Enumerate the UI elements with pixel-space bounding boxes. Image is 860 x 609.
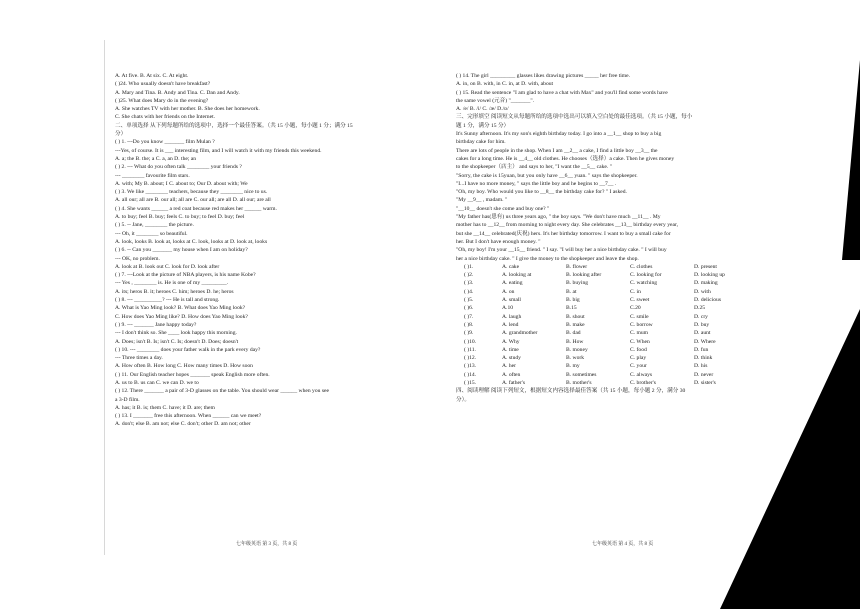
text-line: There are lots of people in the shop. When I am __2__ a cake, I find a little boy __3__ the — [456, 147, 658, 154]
answer-option: D. looking up — [694, 272, 725, 279]
cloze-question-row — [456, 321, 782, 329]
cloze-question-row — [456, 313, 782, 321]
section-heading: 分）。 — [456, 396, 470, 403]
text-line: 三、完形填空 阅读短文从每题所给的选项中选出可以填入空白处的最佳选项。（共 15 小题，每小 — [456, 114, 693, 121]
cloze-question-row — [456, 354, 782, 362]
text-line: the same vowel (元音) "_______". — [456, 97, 535, 104]
text-line: A. How often B. How long C. How many times D. How soon — [115, 363, 253, 370]
question-number: ( )12. — [464, 355, 477, 362]
text-line: ( ) 5. -- Jane, ________ the picture. — [115, 222, 194, 229]
text-line: --- ________ favourite film stars. — [115, 172, 190, 179]
answer-option: B. shout — [566, 313, 585, 320]
text-line: A. its; heros B. it; heroes C. him; heroes D. he; heros — [115, 288, 234, 295]
text-line: --- I don't think so. She ____ look happy this morning. — [115, 330, 237, 337]
answer-option: B. money — [566, 346, 588, 353]
text-line: ( ) 8. --- __________? --- He is tall and strong. — [115, 297, 220, 304]
text-line: A. At five. B. At six. C. At eight. — [115, 73, 189, 79]
cloze-question-row — [456, 271, 782, 279]
text-line: 二、单项选择 从下列每题所给的选项中，选择一个最佳答案。（共 15 小题，每小题 1 分；满分 15 — [115, 122, 353, 129]
text-line: A. look, looks B. look at, looks at C. look, looks at D. look at, looks — [115, 238, 268, 245]
answer-option: A. on — [502, 288, 515, 295]
text-line: A. Mary and Tina. B. Andy and Tina. C. Dan and Andy. — [115, 89, 240, 96]
answer-option: B.15 — [566, 305, 577, 312]
scan-margin — [0, 0, 860, 40]
text-line: ( ) 3. We like ________ teachers, because they ________ nice to us. — [115, 189, 268, 196]
text-line: A. /e/ B. /i/ C. /æ/ D./ɒ/ — [456, 106, 509, 113]
answer-option: C. mum — [630, 330, 649, 337]
text-line: "__10__ doesn't she come and buy one? " — [456, 205, 550, 212]
text-line: cakes for a long time. He is __4__ old clothes. He chooses（选择）a cake. Then he gives money — [456, 155, 675, 162]
answer-option: D. think — [694, 355, 713, 362]
text-line: 分） — [115, 131, 127, 138]
text-line: ( ) 11. Our English teacher hopes _______ speak English more often. — [115, 371, 270, 378]
answer-option: B. How — [566, 338, 584, 345]
cloze-question-row — [456, 296, 782, 304]
cloze-question-row — [456, 329, 782, 337]
right-page — [456, 72, 782, 404]
text-line: A. a; the B. the; a C. a, an D. the; an — [115, 155, 197, 162]
answer-option: C. clothes — [630, 263, 653, 270]
answer-option: A. Why — [502, 338, 520, 345]
question-number: ( )13. — [464, 363, 477, 370]
question-number: ( )1. — [464, 263, 474, 270]
answer-option: A. her — [502, 363, 516, 370]
answer-option: D. present — [694, 263, 717, 270]
answer-option: A. time — [502, 346, 519, 353]
answer-option: B. big — [566, 297, 580, 304]
text-line: A. What is Yao Ming look? B. What does Yao Ming look? — [115, 305, 246, 312]
text-line: ( ) 1. ---Do you know _______ film Mulan ? — [115, 139, 215, 146]
question-number: ( )7. — [464, 313, 474, 320]
text-line: A. don't; else B. am not; else C. don't; other D. am not; other — [115, 421, 251, 428]
answer-option: B. at — [566, 288, 577, 295]
answer-option: C. When — [630, 338, 650, 345]
answer-option: B. make — [566, 321, 585, 328]
text-line: ( ) 12. There _______ a pair of 3-D glasses on the table. You should wear ______ when you see — [115, 388, 329, 395]
cloze-question-row — [456, 346, 782, 354]
question-number: ( )5. — [464, 297, 474, 304]
text-line: --- Yes , ________ is. He is one of my _________. — [115, 280, 229, 287]
cloze-question-row — [456, 338, 782, 346]
text-line: ( ) 4. She wants ______ a red coat because red makes her ______ warm. — [115, 205, 277, 212]
text-line: --- Oh, it ________ so beautiful. — [115, 230, 188, 237]
answer-option: D. fun — [694, 346, 709, 353]
text-line: A. has; it B. is; them C. have; it D. are; them — [115, 404, 215, 411]
answer-option: A. lend — [502, 321, 519, 328]
left-page — [115, 72, 431, 429]
question-number: ( )8. — [464, 321, 474, 328]
question-number: ( )3. — [464, 280, 474, 287]
text-line: A. look at B. look out C. look for D. look after — [115, 263, 220, 270]
text-line: "Sorry, the cake is 15yuan, but you only have __6__ yuan. " says the shopkeeper. — [456, 172, 638, 179]
text-line: birthday cake for him. — [456, 139, 506, 146]
answer-option: B. dad — [566, 330, 581, 337]
section-heading: 四、阅读理解 阅读下列短文，根据短文内容选择最佳答案（共 15 小题，每小题 2 分，满分 30 — [456, 388, 686, 395]
text-line: but she __14__ celebrated(庆祝) hers. It's her birthday tomorrow. I want to buy a small cake for — [456, 230, 671, 237]
text-line: 题 1 分，满分 15 分） — [456, 122, 510, 129]
answer-option: B. my — [566, 363, 580, 370]
answer-option: A. cake — [502, 263, 520, 270]
answer-option: B. mother's — [566, 379, 592, 386]
text-line: A. all our; all are B. our all; all are C. our all; are all D. all our; are all — [115, 197, 271, 204]
text-line: A. in, on B. with, in C. in, at D. with, about — [456, 81, 554, 88]
text-line: --- Three times a day. — [115, 355, 163, 362]
text-line: A. us to B. us can C. we can D. we to — [115, 379, 199, 386]
question-number: ( )14. — [464, 371, 477, 378]
answer-option: C.20 — [630, 305, 641, 312]
text-line: ( ) 14. The girl _________ glasses likes drawing pictures _____ her free time. — [456, 73, 631, 79]
answer-option: C. watching — [630, 280, 658, 287]
cloze-question-row — [456, 288, 782, 296]
answer-option: C. play — [630, 355, 647, 362]
text-line: ---Yes, of course. It is ___ interesting film, and I will watch it with my friends this weekend. — [115, 147, 322, 154]
text-line: ( ) 9. --- _______ Jane happy today? — [115, 321, 197, 328]
answer-option: A. grandmother — [502, 330, 538, 337]
answer-option: D. cry — [694, 313, 708, 320]
answer-option: D. aunt — [694, 330, 711, 337]
answer-option: A. father's — [502, 379, 526, 386]
text-line: mother has to __12__ from morning to night every day. She celebrates __13__ birthday every year, — [456, 222, 679, 229]
text-line: C. How does Yao Ming like? D. How does Yao Ming look? — [115, 313, 248, 320]
answer-option: B. sometimes — [566, 371, 597, 378]
answer-option: A. looking at — [502, 272, 532, 279]
scan-shadow-right — [842, 60, 860, 260]
answer-option: C. borrow — [630, 321, 653, 328]
left-page-footer: 七年级英语 第 3 页，共 8 页 — [236, 542, 298, 547]
text-line: ( ) 6. -- Can you _______ my house when I am on holiday? — [115, 247, 248, 254]
answer-option: D. making — [694, 280, 718, 287]
text-line: a 3-D film. — [115, 396, 140, 403]
answer-option: D. with — [694, 288, 711, 295]
answer-option: A.10 — [502, 305, 514, 312]
text-line: "My __9__ , madam. " — [456, 197, 508, 204]
cloze-question-row — [456, 263, 782, 271]
text-line: ( ) 13. I _______ free this afternoon. When ______ can we meet? — [115, 413, 262, 420]
answer-option: C. always — [630, 371, 653, 378]
answer-option: B. flower — [566, 263, 588, 270]
cloze-question-row — [456, 304, 782, 312]
question-number: ( )10. — [464, 338, 477, 345]
answer-option: D. his — [694, 363, 708, 370]
answer-option: C. smile — [630, 313, 649, 320]
text-line: It's Sunny afternoon. It's my son's eighth birthday today. I go into a __1__ shop to buy a big — [456, 131, 662, 138]
answer-option: C. food — [630, 346, 647, 353]
question-number: ( )6. — [464, 305, 474, 312]
answer-option: D. buy — [694, 321, 710, 328]
text-line: ( )24. Who usually doesn't have breakfast? — [115, 81, 211, 88]
text-line: A. Does; isn't B. Is; isn't C. Is; doesn't D. Does; doesn't — [115, 338, 239, 345]
text-line: --- OK, no problem. — [115, 255, 160, 262]
answer-option: B. work — [566, 355, 585, 362]
answer-option: C. in — [630, 288, 641, 295]
text-line: ( ) 15. Read the sentence "I am glad to have a chat with Max" and you'll find some words have — [456, 89, 668, 96]
text-line: ( ) 10. --- ________ does your father walk in the park every day? — [115, 346, 261, 353]
text-line: A. to buy; feel B. buy; feels C. to buy; to feel D. buy; feel — [115, 214, 245, 221]
question-number: ( )2. — [464, 272, 474, 279]
answer-option: A. laugh — [502, 313, 522, 320]
text-line: ( )25. What does Mary do in the evening? — [115, 97, 209, 104]
answer-option: C. sweet — [630, 297, 650, 304]
text-line: her a nice birthday cake. " I give the money to the shopkeeper and leave the shop. — [456, 255, 639, 262]
text-line: ( ) 7. ---Look at the picture of NBA players, is his name Kobe? — [115, 272, 256, 279]
question-number: ( )4. — [464, 288, 474, 295]
question-number: ( )9. — [464, 330, 474, 337]
page-edge — [104, 40, 105, 555]
text-line: to the shopkeeper（店主） and says to her, "I want the __5__ cake. " — [456, 164, 612, 171]
text-line: A. She watches TV with her mother. B. She does her homework. — [115, 106, 260, 113]
answer-option: D. sister's — [694, 379, 716, 386]
text-line: "Oh, my boy! I'm your __15__ friend. " I say. "I will buy her a nice birthday cake. " I will buy — [456, 247, 667, 254]
text-line: ( ) 2. --- What do you often talk ________ your friends ? — [115, 164, 242, 171]
right-page-footer: 七年级英语 第 4 页，共 8 页 — [592, 542, 654, 547]
text-line: "I...I have no more money, " says the little boy and he begins to __7__ . — [456, 180, 617, 187]
text-line: C. She chats with her friends on the Internet. — [115, 114, 216, 121]
answer-option: B. buying — [566, 280, 589, 287]
answer-option: C. brother's — [630, 379, 656, 386]
answer-option: B. looking after — [566, 272, 602, 279]
cloze-question-row — [456, 279, 782, 287]
question-number: ( )11. — [464, 346, 476, 353]
answer-option: A. small — [502, 297, 521, 304]
answer-option: A. often — [502, 371, 521, 378]
answer-option: D.25 — [694, 305, 706, 312]
text-line: "Oh, my boy. Who would you like to __8__ the birthday cake for? " I asked. — [456, 189, 627, 196]
cloze-question-row — [456, 362, 782, 370]
cloze-question-row — [456, 379, 782, 387]
answer-option: C. your — [630, 363, 647, 370]
cloze-question-row — [456, 371, 782, 379]
text-line: her. But I don't have enough money. " — [456, 238, 541, 245]
question-number: ( )15. — [464, 379, 477, 386]
answer-option: D. Where — [694, 338, 716, 345]
answer-option: D. delicious — [694, 297, 722, 304]
answer-option: D. never — [694, 371, 714, 378]
answer-option: A. eating — [502, 280, 523, 287]
answer-option: C. looking for — [630, 272, 662, 279]
text-line: "My father has(患有) us three years ago, " the boy says. "We don't have much __11__ . My — [456, 214, 661, 221]
text-line: A. with; My B. about; I C. about to; Our D. about with; We — [115, 180, 248, 187]
answer-option: A. study — [502, 355, 521, 362]
